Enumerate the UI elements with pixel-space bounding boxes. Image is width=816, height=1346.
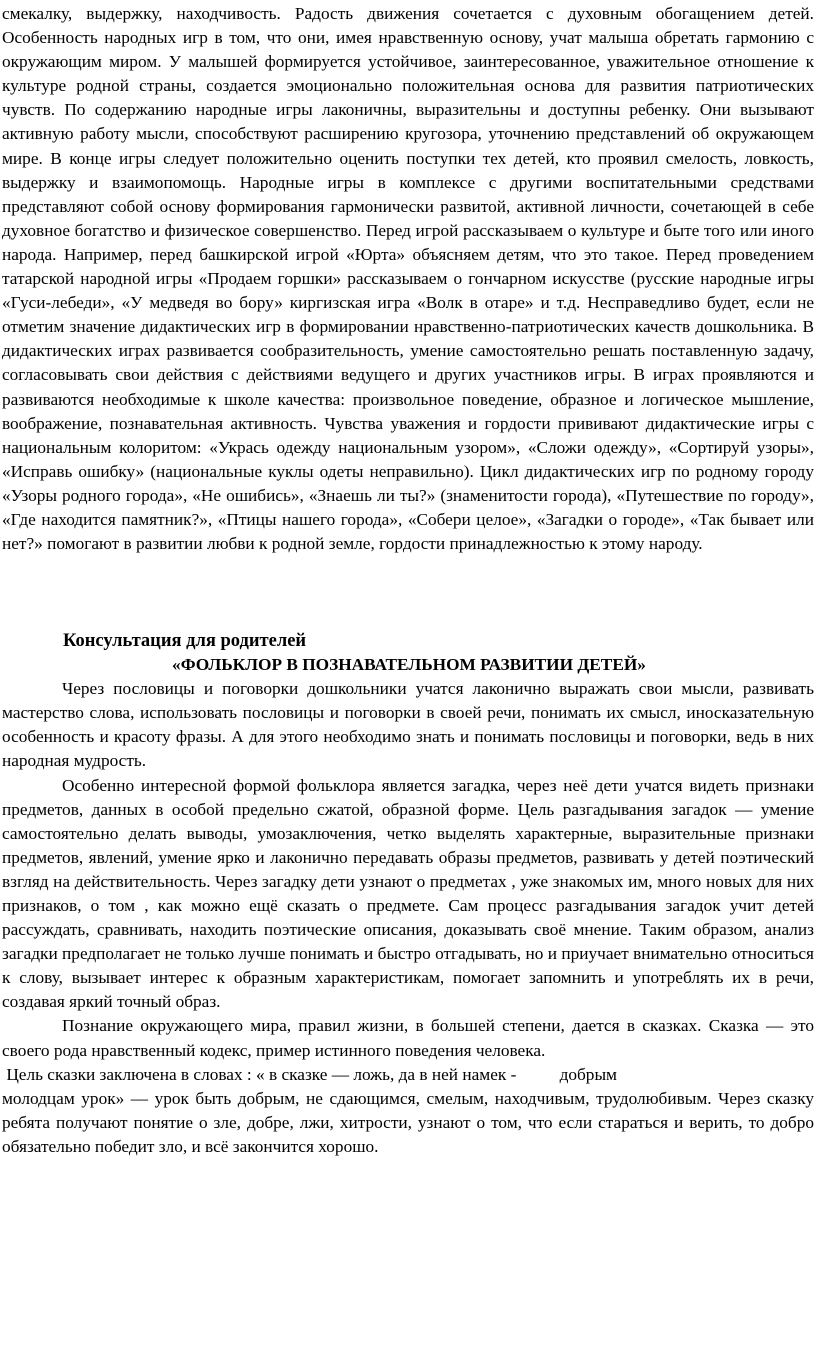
consultation-heading: Консультация для родителей	[63, 631, 307, 652]
paragraph-proverbs: Через пословицы и поговорки дошкольники учатся лаконично выражать свои мысли, развивать мастерство слова, использовать пословицы и поговорки в своей речи, понимать их смысл, иносказательную особенность и красоту фразы. А для этого необходимо знать и понимать пословицы и поговорки, ведь в них народная мудрость.	[2, 679, 814, 771]
paragraph-fairy-tales: Познание окружающего мира, правил жизни, в большей степени, дается в сказках. Сказка — это своего рода нравственный кодекс, пример истинного поведения человека.	[2, 1016, 814, 1060]
paragraph-tale-purpose-rest: молодцам урок» — урок быть добрым, не сдающимся, смелым, находчивым, трудолюбивым. Через сказку ребята получают понятие о зле, добре, лжи, хитрости, узнают о том, что если стараться и верить, то добро обязательно победит зло, и всё закончится хорошо.	[2, 1088, 814, 1156]
section-gap	[2, 556, 814, 629]
consultation-subheading: «ФОЛЬКЛОР В ПОЗНАВАТЕЛЬНОМ РАЗВИТИИ ДЕТЕЙ»	[172, 655, 646, 675]
paragraph-riddles: Особенно интересной формой фольклора является загадка, через неё дети учатся видеть признаки предметов, данных в особой предельно сжатой, образной форме. Цель разгадывания загадок — умение самостоятельно делать выводы, умозаключения, четко выделять характерные, выразительные признаки предметов, явлений, умение ярко и лаконично передавать образы предметов, развивать у детей поэтический взгляд на действительность. Через загадку дети узнают о предметах , уже знакомых им, много новых для них признаков, о том , как можно ещё сказать о предмете. Сам процесс разгадывания загадок учит детей рассуждать, сравнивать, находить поэтические описания, доказывать своё мнение. Таким образом, анализ загадки предполагает не только лучше понимать и быстро отгадывать, но и приучает внимательно относиться к слову, вызывает интерес к образным характеристикам, помогает запомнить и употреблять их в речи, создавая яркий точный образ.	[2, 775, 814, 1012]
paragraph-folk-games: смекалку, выдержку, находчивость. Радость движения сочетается с духовным обогащением детей. Особенность народных игр в том, что они, имея нравственную основу, учат малыша обретать гармонию с окружающим миром. У малышей формируется устойчивое, заинтересованное, уважительное отношение к культуре родной страны, создается эмоционально положительная основа для развития патриотических чувств. По содержанию народные игры лаконичны, выразительны и доступны ребенку. Они вызывают активную работу мысли, способствуют расширению кругозора, уточнению представлений об окружающем мире. В конце игры следует положительно оценить поступки тех детей, кто проявил смелость, ловкость, выдержку и взаимопомощь. Народные игры в комплексе с другими воспитательными средствами представляют собой основу формирования гармонически развитой, активной личности, сочетающей в себе духовное богатство и физическое совершенство. Перед игрой рассказываем о культуре и быте того или иного народа. Например, перед башкирской игрой «Юрта» объясняем детям, что это такое. Перед проведением татарской народной игры «Продаем горшки» рассказываем о гончарном искусстве (русские народные игры «Гуси-лебеди», «У медведя во бору» киргизская игра «Волк в отаре» и т.д. Несправедливо будет, если не отметим значение дидактических игр в формировании нравственно-патриотических качеств дошкольника. В дидактических играх развивается сообразительность, умение самостоятельно решать поставленную задачу, согласовывать свои действия с действиями ведущего и других участников игры. В играх проявляются и развиваются необходимые к школе качества: произвольное поведение, образное и логическое мышление, воображение, познавательная активность. Чувства уважения и гордости прививают дидактические игры с национальным колоритом: «Укрась одежду национальным узором», «Сложи одежду», «Сортируй узоры», «Исправь ошибку» (национальные куклы одеты неправильно). Цикл дидактических игр по родному городу «Узоры родного города», «Не ошибись», «Знаешь ли ты?» (знаменитости города), «Путешествие по городу», «Где находится памятник?», «Птицы нашего города», «Собери целое», «Загадки о городе», «Так бывает или нет?» помогают в развитии любви к родной земле, гордости принадлежностью к этому народу.	[2, 4, 814, 554]
paragraph-tale-purpose-first-line: Цель сказки заключена в словах : « в сказке — ложь, да в ней намек - добрым	[2, 1064, 617, 1084]
